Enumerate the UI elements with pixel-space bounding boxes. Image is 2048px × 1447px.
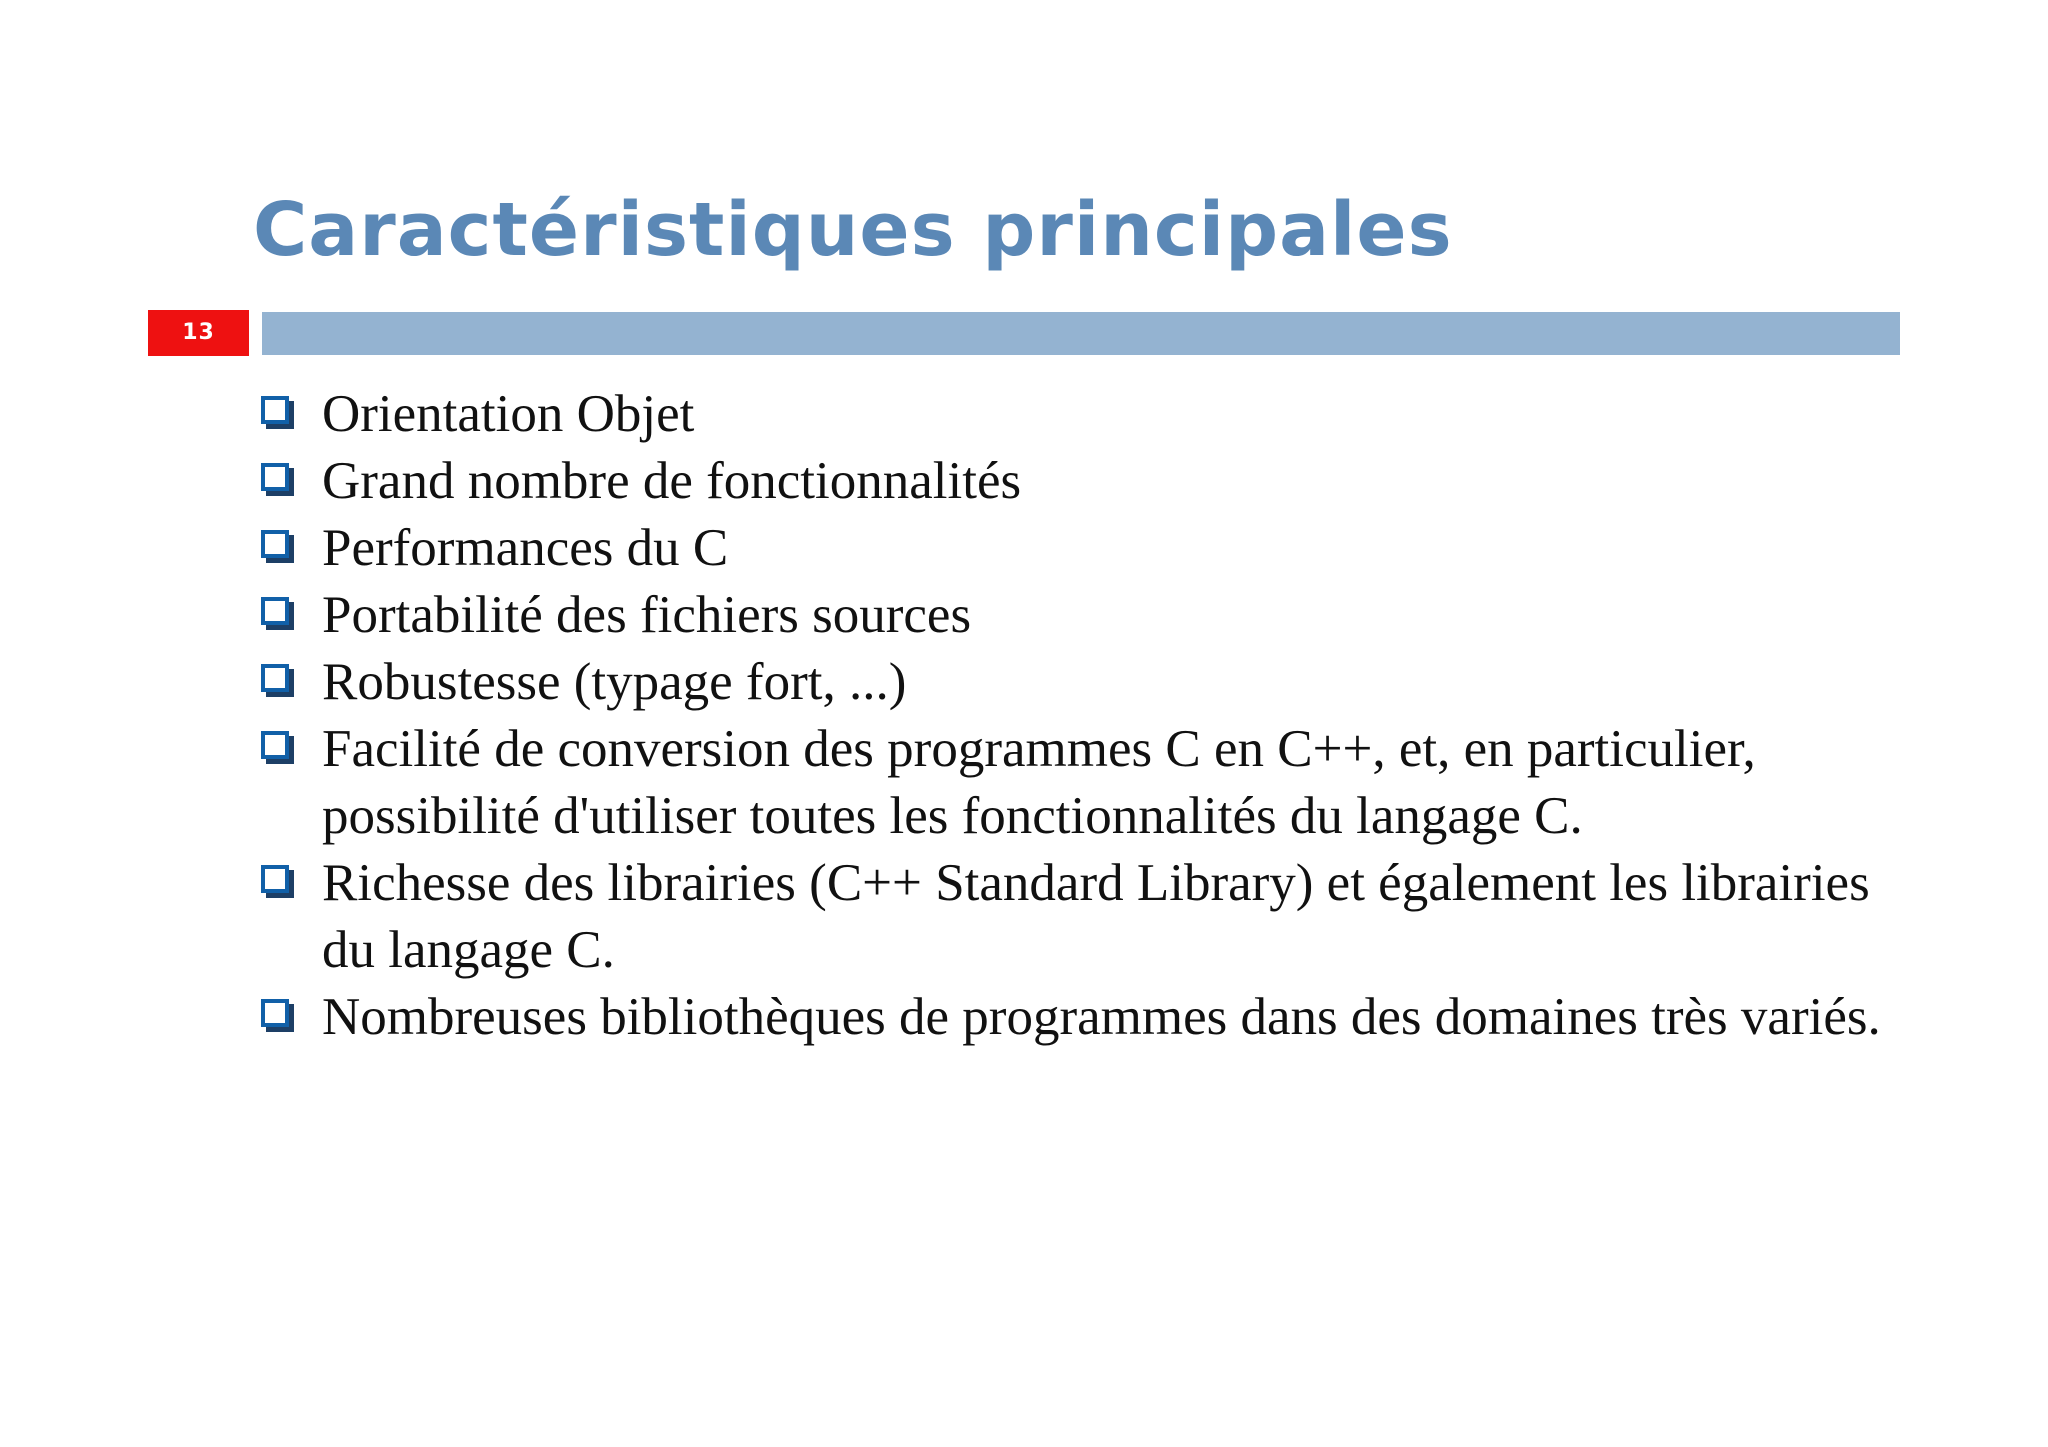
bullet-text: Facilité de conversion des programmes C en C++, et, en particulier, possibilité d'utiliser toutes les fonctionnalités du langage C.: [322, 720, 1756, 845]
bullet-text: Richesse des librairies (C++ Standard Library) et également les librairies du langage C.: [322, 854, 1870, 979]
list-item: [258, 381, 1898, 448]
checkbox-bullet-icon: [261, 396, 289, 424]
checkbox-bullet-icon: [261, 865, 289, 893]
bullet-text: Nombreuses bibliothèques de programmes dans des domaines très variés.: [322, 988, 1881, 1046]
list-item: [258, 850, 1898, 984]
list-item: [258, 716, 1898, 850]
checkbox-bullet-icon: [261, 999, 289, 1027]
checkbox-bullet-icon: [261, 597, 289, 625]
checkbox-bullet-icon: [261, 664, 289, 692]
title-underline-bar: [262, 312, 1900, 355]
bullet-list: [258, 381, 1898, 1051]
bullet-text: Portabilité des fichiers sources: [322, 586, 972, 644]
checkbox-bullet-icon: [261, 463, 289, 491]
bullet-text: Grand nombre de fonctionnalités: [322, 452, 1022, 510]
slide-title: Caractéristiques principales: [253, 187, 1453, 273]
bullet-text: Performances du C: [322, 519, 729, 577]
page-number-badge: 13: [148, 310, 249, 356]
list-item: [258, 515, 1898, 582]
bullet-text: Robustesse (typage fort, ...): [322, 653, 907, 711]
list-item: [258, 984, 1898, 1051]
bullet-text: Orientation Objet: [322, 385, 695, 443]
list-item: [258, 582, 1898, 649]
checkbox-bullet-icon: [261, 731, 289, 759]
checkbox-bullet-icon: [261, 530, 289, 558]
list-item: [258, 448, 1898, 515]
list-item: [258, 649, 1898, 716]
